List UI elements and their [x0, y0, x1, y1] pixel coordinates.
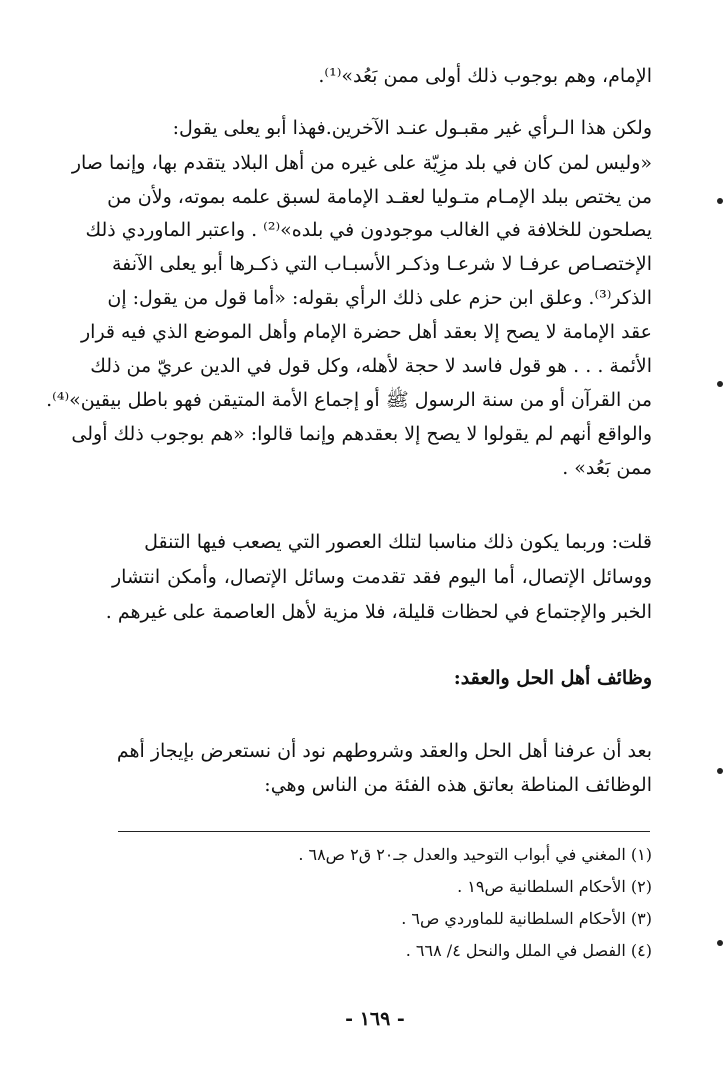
text-line: ممن بَعُد» .: [562, 457, 652, 479]
text-line: قلت: وربما يكون ذلك مناسبا لتلك العصور التي يصعب فيها التنقل: [144, 531, 652, 553]
text-line: الوظائف المناطة بعاتق هذه الفئة من الناس وهي:: [264, 774, 652, 796]
text-line: «وليس لمن كان في بلد مزِيّة على غيره من أهل البلاد يتقدم بها، وإنما صار: [71, 152, 652, 174]
page-number: - ١٦٩ -: [345, 1008, 405, 1030]
text-line: من يختص ببلد الإمـام متـوليا لعقـد الإمامة لسبق علمه بموته، ولأن من: [107, 186, 652, 208]
scan-edge-mark: [717, 381, 723, 387]
footnote: (٢) الأحكام السلطانية ص١٩ .: [457, 877, 652, 896]
text-line: الإختصـاص عرفـا لا شرعـا وذكـر الأسبـاب التي ذكـرها أبو يعلى الآنفة: [112, 253, 652, 275]
text-line: يصلحون للخلافة في الغالب موجودون في بلده»⁽²⁾ . واعتبر الماوردي ذلك: [85, 219, 652, 241]
text-line: الخبر والإجتماع في لحظات قليلة، فلا مزية لأهل العاصمة على غيرهم .: [105, 601, 652, 623]
scan-edge-mark: [717, 768, 723, 774]
text-line: الذكر⁽³⁾. وعلق ابن حزم على ذلك الرأي بقوله: «أما قول من يقول: إن: [107, 287, 652, 309]
scan-edge-mark: [717, 198, 723, 204]
footnote: (٤) الفصل في الملل والنحل ٤/ ٦٦٨ .: [405, 941, 652, 960]
text-line: من القرآن أو من سنة الرسول ﷺ أو إجماع الأمة المتيقن فهو باطل بيقين»⁽⁴⁾.: [46, 389, 652, 411]
section-heading: وظائف أهل الحل والعقد:: [453, 667, 652, 689]
footnote-divider: [118, 831, 650, 832]
scan-edge-mark: [717, 940, 723, 946]
text-line: عقد الإمامة لا يصح إلا بعقد أهل حضرة الإمام وأهل الموضع الذي فيه قرار: [80, 321, 652, 343]
text-line: الإمام، وهم بوجوب ذلك أولى ممن بَعُد»⁽¹⁾.: [318, 65, 652, 87]
text-line: بعد أن عرفنا أهل الحل والعقد وشروطهم نود أن نستعرض بإيجاز أهم: [116, 740, 652, 762]
text-line: والواقع أنهم لم يقولوا لا يصح إلا بعقدهم وإنما قالوا: «هم بوجوب ذلك أولى: [71, 423, 652, 445]
text-line: الأئمة . . . هو قول فاسد لا حجة لأهله، وكل قول في الدين عريّ من ذلك: [90, 355, 652, 377]
text-line: ولكن هذا الـرأي غير مقبـول عنـد الآخرين.فهذا أبو يعلى يقول:: [172, 117, 652, 139]
text-line: ووسائل الإتصال، أما اليوم فقد تقدمت وسائل الإتصال، وأمكن انتشار: [112, 566, 652, 588]
footnote: (١) المغني في أبواب التوحيد والعدل جـ٢٠ ق٢ ص٦٨ .: [298, 845, 652, 864]
footnote: (٣) الأحكام السلطانية للماوردي ص٦ .: [401, 909, 652, 928]
